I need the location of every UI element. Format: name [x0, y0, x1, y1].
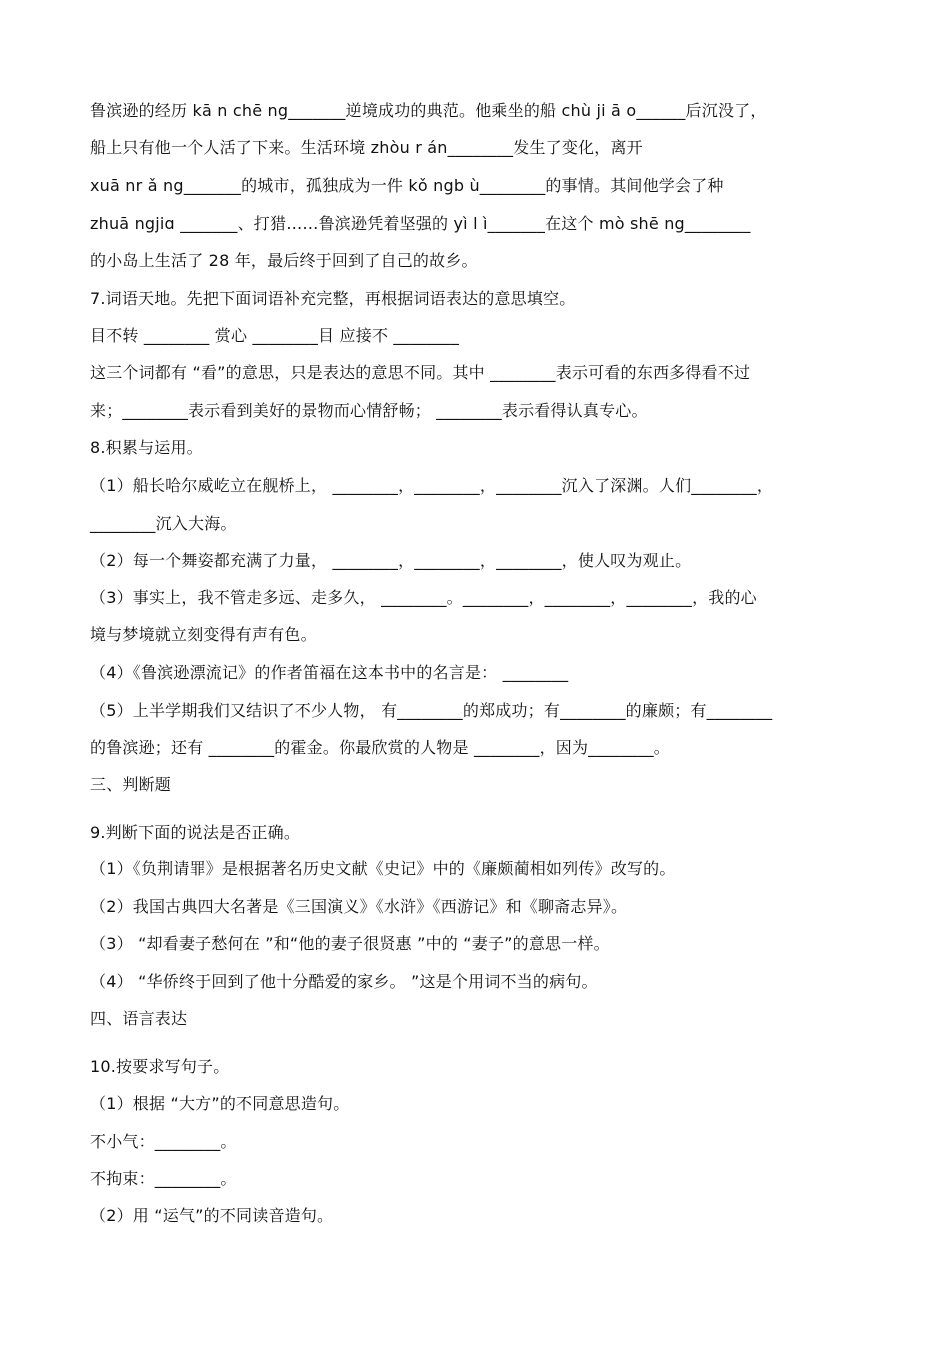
text-line: （3）事实上，我不管走多远、走多久， ________。________，________，________，我的心 — [90, 588, 757, 607]
text-line: 不拘束：________。 — [90, 1169, 237, 1188]
question-heading: 10.按要求写句子。 — [90, 1057, 230, 1076]
text-line: 来；________表示看到美好的景物而心情舒畅； ________表示看得认真专心。 — [90, 401, 648, 420]
question-heading: 8.积累与运用。 — [90, 438, 203, 457]
text-line: （4）《鲁滨逊漂流记》的作者笛福在这本书中的名言是： ________ — [90, 663, 569, 682]
text-line: zhuā ngjiɑ _______、打猎……鲁滨逊凭着坚强的 yì l ì_______在这个 mò shē ng________ — [90, 214, 751, 233]
text-line: xuā nr ǎ ng_______的城市，孤独成为一件 kǒ ngb ù________的事情。其间他学会了种 — [90, 176, 724, 195]
text-line: 鲁滨逊的经历 kā n chē ng_______逆境成功的典范。他乘坐的船 chù ji ā o______后沉没了， — [90, 101, 767, 120]
text-line: （4） “华侨终于回到了他十分酷爱的家乡。 ”这是个用词不当的病句。 — [90, 972, 598, 991]
question-heading: 7.词语天地。先把下面词语补充完整，再根据词语表达的意思填空。 — [90, 289, 576, 308]
text-line: （3） “却看妻子愁何在 ”和“他的妻子很贤惠 ”中的 “妻子”的意思一样。 — [90, 934, 610, 953]
text-line: （1）根据 “大方”的不同意思造句。 — [90, 1094, 350, 1113]
text-line: 不小气：________。 — [90, 1132, 237, 1151]
text-line: （2）每一个舞姿都充满了力量， ________，________，________，使人叹为观止。 — [90, 551, 692, 570]
section-heading: 三、判断题 — [90, 775, 172, 794]
text-line: 的鲁滨逊；还有 ________的霍金。你最欣赏的人物是 ________，因为________。 — [90, 738, 670, 757]
text-line: ________沉入大海。 — [90, 514, 237, 533]
text-line: （5）上半学期我们又结识了不少人物， 有________的郑成功；有________的廉颇；有________ — [90, 701, 773, 720]
text-line: （1）《负荆请罪》是根据著名历史文献《史记》中的《廉颇蔺相如列传》改写的。 — [90, 859, 676, 878]
text-line: 船上只有他一个人活了下来。生活环境 zhòu r án________发生了变化，离开 — [90, 138, 643, 157]
section-heading: 四、语言表达 — [90, 1009, 188, 1028]
text-line: （2）用 “运气”的不同读音造句。 — [90, 1206, 334, 1225]
text-line: 目不转 ________ 赏心 ________目 应接不 ________ — [90, 326, 460, 345]
text-line: （1）船长哈尔威屹立在舰桥上， ________，________，________沉入了深渊。人们________， — [90, 476, 774, 495]
text-line: 这三个词都有 “看”的意思，只是表达的意思不同。其中 ________表示可看的东西多得看不过 — [90, 363, 751, 382]
text-line: 境与梦境就立刻变得有声有色。 — [90, 625, 317, 644]
question-heading: 9.判断下面的说法是否正确。 — [90, 823, 301, 842]
text-line: 的小岛上生活了 28 年，最后终于回到了自己的故乡。 — [90, 251, 478, 270]
text-line: （2）我国古典四大名著是《三国演义》《水浒》《西游记》和《聊斋志异》。 — [90, 897, 628, 916]
